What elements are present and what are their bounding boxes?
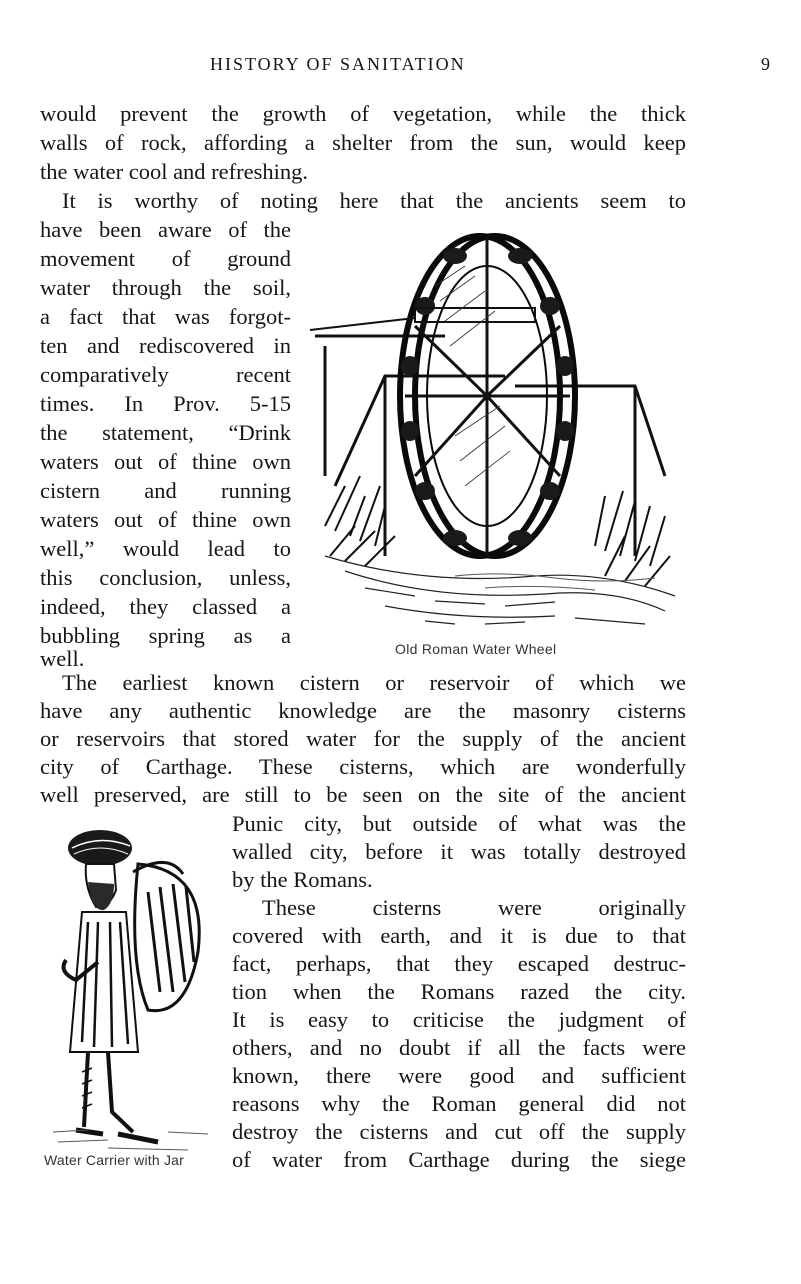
text-line: of water from Carthage during the siege: [232, 1147, 686, 1172]
text-line: It is worthy of noting here that the ancients seem to: [62, 188, 686, 213]
running-title: HISTORY OF SANITATION: [210, 54, 466, 74]
text-line: cistern and running: [40, 478, 291, 503]
text-line: It is easy to criticise the judgment of: [232, 1007, 686, 1032]
text-line: a fact that was forgot-: [40, 304, 291, 329]
text-line: covered with earth, and it is due to that: [232, 923, 686, 948]
text-line: reasons why the Roman general did not: [232, 1091, 686, 1116]
text-line: tion when the Romans razed the city.: [232, 979, 686, 1004]
text-line: well preserved, are still to be seen on the site of the ancient: [40, 782, 686, 807]
text-line: fact, perhaps, that they escaped destruc-: [232, 951, 686, 976]
text-line: ten and rediscovered in: [40, 333, 291, 358]
water-wheel-caption: Old Roman Water Wheel: [395, 641, 557, 657]
text-line: known, there were good and sufficient: [232, 1063, 686, 1088]
text-line: walled city, before it was totally destroyed: [232, 839, 686, 864]
text-line: would prevent the growth of vegetation, while the thick: [40, 101, 686, 126]
text-line: by the Romans.: [232, 867, 373, 892]
text-line: others, and no doubt if all the facts were: [232, 1035, 686, 1060]
page-number: 9: [761, 54, 770, 74]
text-line: well,” would lead to: [40, 536, 291, 561]
water-wheel-illustration: [305, 226, 685, 646]
text-line: The earliest known cistern or reservoir of which we: [62, 670, 686, 695]
text-line: well.: [40, 646, 85, 671]
water-carrier-illustration: [48, 812, 220, 1167]
text-line: waters out of thine own: [40, 507, 291, 532]
text-line: indeed, they classed a: [40, 594, 291, 619]
text-line: have been aware of the: [40, 217, 291, 242]
text-line: movement of ground: [40, 246, 291, 271]
text-line: the statement, “Drink: [40, 420, 291, 445]
text-line: Punic city, but outside of what was the: [232, 811, 686, 836]
text-line: have any authentic knowledge are the masonry cisterns: [40, 698, 686, 723]
text-line: this conclusion, unless,: [40, 565, 291, 590]
text-line: times. In Prov. 5-15: [40, 391, 291, 416]
text-line: comparatively recent: [40, 362, 291, 387]
text-line: water through the soil,: [40, 275, 291, 300]
text-line: These cisterns were originally: [262, 895, 686, 920]
text-line: walls of rock, affording a shelter from the sun, would keep: [40, 130, 686, 155]
running-header: [40, 54, 770, 80]
text-line: destroy the cisterns and cut off the supply: [232, 1119, 686, 1144]
text-line: waters out of thine own: [40, 449, 291, 474]
text-line: bubbling spring as a: [40, 623, 291, 648]
text-line: the water cool and refreshing.: [40, 159, 309, 184]
text-line: city of Carthage. These cisterns, which are wonderfully: [40, 754, 686, 779]
text-line: or reservoirs that stored water for the supply of the ancient: [40, 726, 686, 751]
water-carrier-caption: Water Carrier with Jar: [44, 1152, 185, 1168]
